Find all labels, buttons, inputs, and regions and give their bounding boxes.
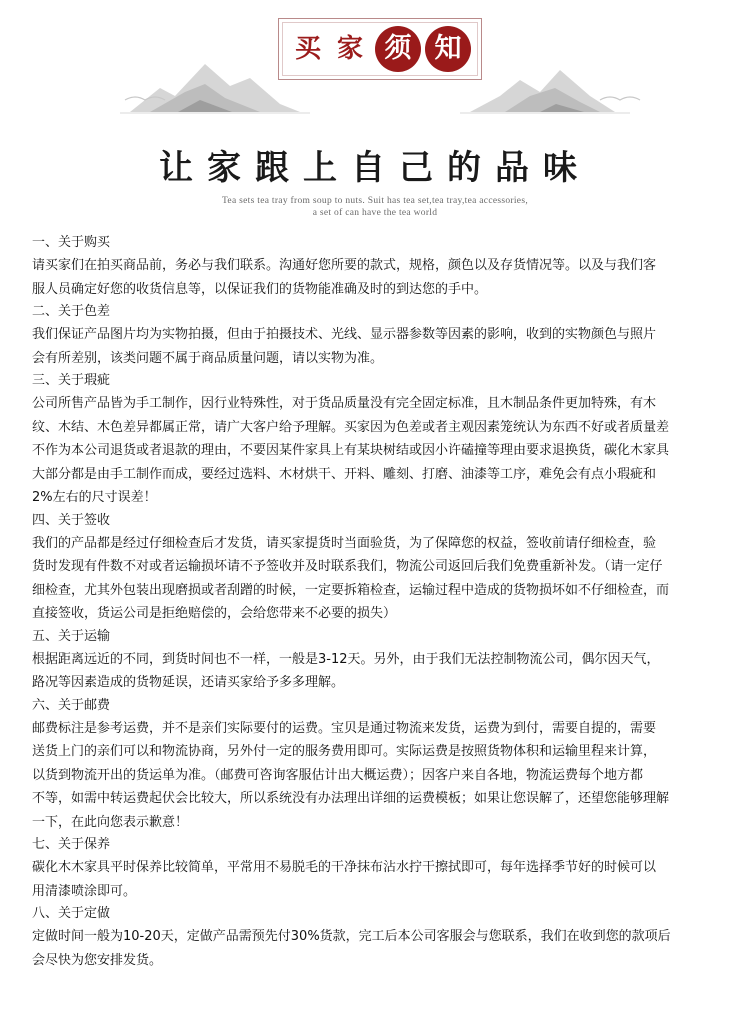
section-body	[32, 323, 722, 370]
section-body	[32, 392, 722, 510]
section-line: 路况等因素造成的货物延误，还请买家给予多多理解。	[32, 675, 345, 690]
section-heading: 三、关于瑕疵	[32, 373, 111, 388]
section-line: 根据距离远近的不同，到货时间也不一样，一般是3-12天。另外，由于我们无法控制物流公司，偶尔因天气，	[32, 651, 660, 667]
section-line: 会尽快为您安排发货。	[32, 952, 163, 968]
section-heading: 四、关于签收	[32, 512, 111, 528]
section-line: 2%左右的尺寸误差！	[32, 490, 157, 505]
title-frame	[278, 18, 482, 80]
section-body	[32, 648, 722, 695]
section-line: 送货上门的亲们可以和物流协商，另外付一定的服务费用即可。实际运费是按照货物体积和运输里程来计算，	[32, 744, 657, 759]
section-line: 不等，如需中转运费起伏会比较大，所以系统没有办法理出详细的运费模板；如果让您误解了，还望您能够理解	[32, 791, 670, 806]
section-line: 以货到物流开出的货运单为准。（邮费可咨询客服估计出大概运费）；因客户来自各地，物流运费每个地方都	[32, 767, 644, 783]
slogan: 让家跟上自己的品味	[159, 148, 591, 188]
section-line: 我们保证产品图片均为实物拍摄，但由于拍摄技术、光线、显示器参数等因素的影响，收到的实物颜色与照片	[32, 327, 657, 342]
section-body	[32, 856, 722, 903]
section-heading: 六、关于邮费	[32, 697, 111, 713]
section-line: 不作为本公司退货或者退款的理由，不要因某件家具上有某块树结或因小许磕撞等理由要求退换货，碳化木家具	[32, 443, 670, 458]
english-tagline-1: Tea sets tea tray from soup to nuts. Suit has tea set,tea tray,tea accessories,	[221, 196, 528, 206]
section-line: 我们的产品都是经过仔细检查后才发货，请买家提货时当面验货，为了保障您的权益，签收前请仔细检查，验	[32, 535, 657, 551]
section-heading: 五、关于运输	[32, 628, 111, 644]
section-line: 大部分都是由手工制作而成，要经过选料、木材烘干、开料、雕刻、打磨、油漆等工序，难免会有点小瑕疵和	[32, 466, 657, 482]
section-heading: 一、关于购买	[32, 235, 111, 250]
section-body	[32, 532, 722, 626]
section-line: 碳化木木家具平时保养比较简单，平常用不易脱毛的干净抹布沾水拧干擦拭即可，每年选择季节好的时候可以	[32, 860, 657, 875]
header-banner	[0, 0, 750, 230]
title-char: 买	[294, 34, 321, 64]
section-heading: 七、关于保养	[32, 837, 111, 852]
section-line: 会有所差别，该类问题不属于商品质量问题，请以实物为准。	[32, 350, 384, 366]
section-line: 邮费标注是参考运费，并不是亲们实际要付的运费。宝贝是通过物流来发货，运费为到付，需要自提的，需要	[32, 720, 657, 736]
section-line: 定做时间一般为10-20天，定做产品需预先付30%货款，完工后本公司客服会与您联系，我们在收到您的款项后	[32, 929, 671, 944]
title-char: 家	[336, 34, 363, 64]
section-line: 货时发现有件数不对或者运输损坏请不予签收并及时联系我们，物流公司返回后我们免费重新补发。（请一定仔	[32, 559, 663, 574]
section-line: 一下，在此向您表示歉意！	[32, 814, 189, 830]
section-body	[32, 717, 722, 835]
title-char-circled: 须	[375, 26, 421, 72]
section-heading: 二、关于色差	[32, 304, 111, 319]
notice-content	[32, 232, 722, 972]
section-line: 公司所售产品皆为手工制作，因行业特殊性，对于货品质量没有完全固定标准，且木制品条件更加特殊，有木	[32, 396, 657, 411]
section-line: 直接签收，货运公司是拒绝赔偿的，会给您带来不必要的损失）	[32, 606, 397, 621]
section-line: 请买家们在拍买商品前，务必与我们联系。沟通好您所要的款式，规格，颜色以及存货情况等。以及与我们客	[32, 258, 657, 273]
section-line: 纹、木结、木色差异都属正常，请广大客户给予理解。买家因为色差或者主观因素笼统认为东西不好或者质量差	[32, 419, 670, 435]
section-heading: 八、关于定做	[32, 906, 111, 921]
section-line: 细检查，尤其外包装出现磨损或者刮蹭的时候，一定要拆箱检查，运输过程中造成的货物损坏如不仔细检查，而	[32, 582, 670, 598]
section-body	[32, 254, 722, 301]
title-char-circled: 知	[425, 26, 471, 72]
section-line: 用清漆喷涂即可。	[32, 883, 137, 899]
section-line: 服人员确定好您的收货信息等，以保证我们的货物能准确及时的到达您的手中。	[32, 281, 488, 297]
section-body	[32, 925, 722, 972]
english-tagline-2: a set of can have the tea world	[312, 208, 438, 218]
